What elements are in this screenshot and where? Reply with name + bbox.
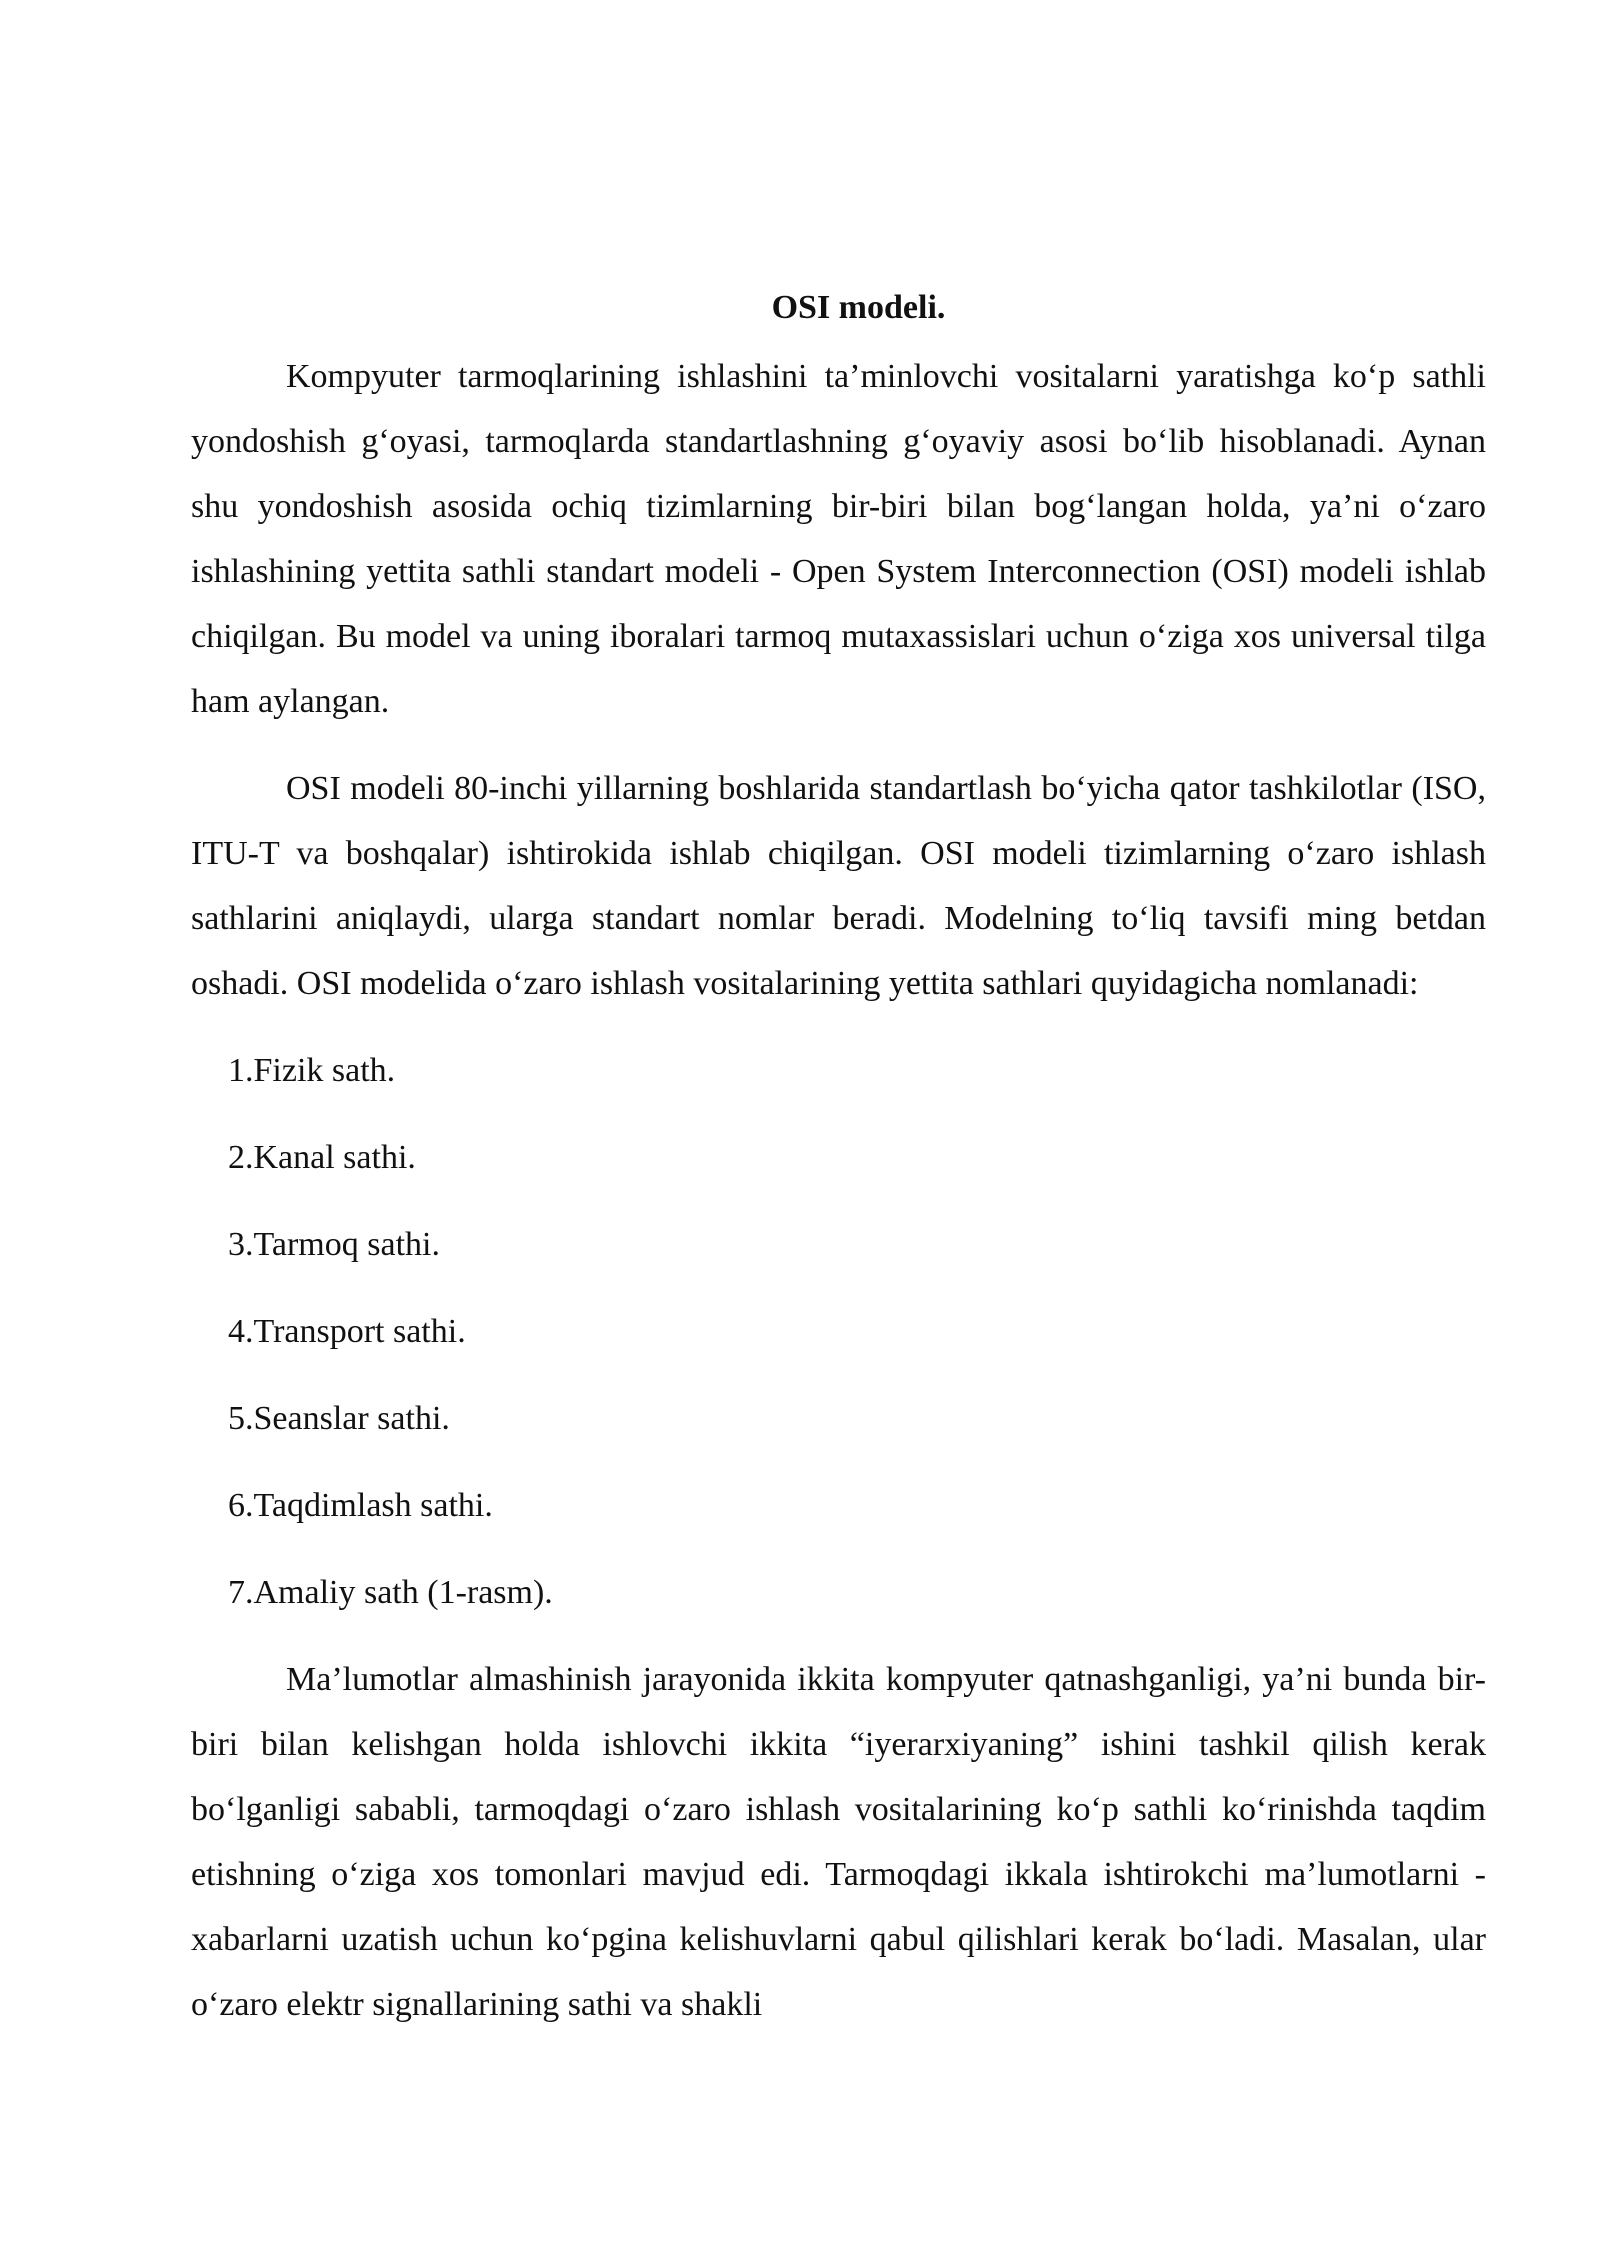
paragraph-intro: Kompyuter tarmoqlarining ishlashini ta’minlovchi vositalarni yaratishga ko‘p sathli yondoshish g‘oyasi, tarmoqlarda standartlashning g‘oyaviy asosi bo‘lib hisoblanadi. Aynan shu yondoshish asosida ochiq tizimlarning bir-biri bilan bog‘langan holda, ya’ni o‘zaro ishlashining yettita sathli standart modeli - Open System Interconnection (OSI) modeli ishlab chiqilgan. Bu model va uning iboralari tarmoq mutaxassislari uchun o‘ziga xos universal tilga ham aylangan.: [191, 358, 1486, 720]
document-title: OSI modeli.: [771, 289, 946, 326]
list-item-transport-layer: 4.Transport sathi.: [228, 1313, 466, 1350]
document-content: [191, 288, 1486, 2059]
list-item-session-layer: 5.Seanslar sathi.: [228, 1400, 450, 1437]
list-item-network-layer: 3.Tarmoq sathi.: [228, 1226, 440, 1263]
paragraph-data-exchange: Ma’lumotlar almashinish jarayonida ikkita kompyuter qatnashganligi, ya’ni bunda bir-biri bilan kelishgan holda ishlovchi ikkita “iyerarxiyaning” ishini tashkil qilish kerak bo‘lganligi sababli, tarmoqdagi o‘zaro ishlash vositalarining ko‘p sathli ko‘rinishda taqdim etishning o‘ziga xos tomonlari mavjud edi. Tarmoqdagi ikkala ishtirokchi ma’lumotlarni - xabarlarni uzatish uchun ko‘pgina kelishuvlarni qabul qilishlari kerak bo‘ladi. Masalan, ular o‘zaro elektr signallarining sathi va shakli: [191, 1661, 1486, 2023]
paragraph-history: OSI modeli 80-inchi yillarning boshlarida standartlash bo‘yicha qator tashkilotlar (ISO, ITU-T va boshqalar) ishtirokida ishlab chiqilgan. OSI modeli tizimlarning o‘zaro ishlash sathlarini aniqlaydi, ularga standart nomlar beradi. Modelning to‘liq tavsifi ming betdan oshadi. OSI modelida o‘zaro ishlash vositalarining yettita sathlari quyidagicha nomlanadi:: [191, 770, 1486, 1002]
osi-layer-list: [191, 1038, 1486, 1625]
list-item-physical-layer: 1.Fizik sath.: [228, 1052, 396, 1089]
list-item-presentation-layer: 6.Taqdimlash sathi.: [228, 1487, 493, 1524]
list-item-application-layer: 7.Amaliy sath (1-rasm).: [228, 1574, 553, 1611]
list-item-data-link-layer: 2.Kanal sathi.: [228, 1139, 416, 1176]
